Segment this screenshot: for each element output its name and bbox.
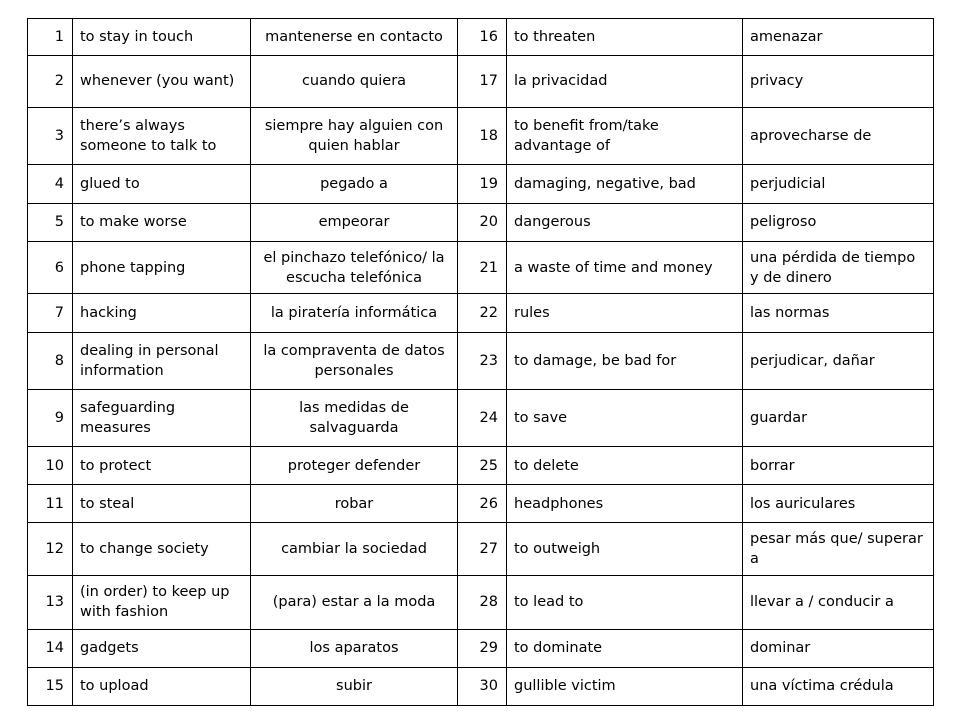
english-term: phone tapping — [73, 241, 251, 294]
entry-number: 22 — [458, 294, 507, 332]
english-term: to upload — [73, 667, 251, 705]
entry-number: 12 — [28, 523, 73, 576]
spanish-translation: empeorar — [251, 203, 458, 241]
entry-number: 10 — [28, 447, 73, 485]
entry-number: 17 — [458, 56, 507, 108]
entry-number: 23 — [458, 332, 507, 390]
table-row — [28, 390, 934, 447]
entry-number: 18 — [458, 107, 507, 165]
entry-number: 24 — [458, 390, 507, 447]
translation-right: guardar — [743, 390, 934, 447]
table-row — [28, 575, 934, 629]
english-term: (in order) to keep up with fashion — [73, 575, 251, 629]
english-term: dealing in personal information — [73, 332, 251, 390]
translation-right: dominar — [743, 629, 934, 667]
entry-number: 16 — [458, 19, 507, 56]
translation-right: una pérdida de tiempo y de dinero — [743, 241, 934, 294]
entry-number: 21 — [458, 241, 507, 294]
term-right: to save — [507, 390, 743, 447]
spanish-translation: subir — [251, 667, 458, 705]
entry-number: 13 — [28, 575, 73, 629]
spanish-translation: el pinchazo telefónico/ la escucha telefónica — [251, 241, 458, 294]
term-right: dangerous — [507, 203, 743, 241]
table-row — [28, 447, 934, 485]
english-term: to protect — [73, 447, 251, 485]
table-row — [28, 332, 934, 390]
spanish-translation: robar — [251, 485, 458, 523]
spanish-translation: los aparatos — [251, 629, 458, 667]
entry-number: 14 — [28, 629, 73, 667]
term-right: a waste of time and money — [507, 241, 743, 294]
english-term: glued to — [73, 165, 251, 203]
table-row — [28, 56, 934, 108]
spanish-translation: siempre hay alguien con quien hablar — [251, 107, 458, 165]
table-row — [28, 19, 934, 56]
english-term: to make worse — [73, 203, 251, 241]
entry-number: 15 — [28, 667, 73, 705]
entry-number: 29 — [458, 629, 507, 667]
entry-number: 3 — [28, 107, 73, 165]
term-right: rules — [507, 294, 743, 332]
translation-right: las normas — [743, 294, 934, 332]
translation-right: privacy — [743, 56, 934, 108]
translation-right: pesar más que/ superar a — [743, 523, 934, 576]
translation-right: perjudicial — [743, 165, 934, 203]
english-term: to stay in touch — [73, 19, 251, 56]
spanish-translation: pegado a — [251, 165, 458, 203]
english-term: safeguarding measures — [73, 390, 251, 447]
vocabulary-table — [27, 18, 934, 706]
english-term: to steal — [73, 485, 251, 523]
translation-right: los auriculares — [743, 485, 934, 523]
spanish-translation: las medidas de salvaguarda — [251, 390, 458, 447]
entry-number: 11 — [28, 485, 73, 523]
term-right: to delete — [507, 447, 743, 485]
table-row — [28, 203, 934, 241]
entry-number: 9 — [28, 390, 73, 447]
entry-number: 7 — [28, 294, 73, 332]
spanish-translation: la piratería informática — [251, 294, 458, 332]
translation-right: aprovecharse de — [743, 107, 934, 165]
entry-number: 2 — [28, 56, 73, 108]
entry-number: 6 — [28, 241, 73, 294]
spanish-translation: (para) estar a la moda — [251, 575, 458, 629]
table-row — [28, 107, 934, 165]
term-right: to threaten — [507, 19, 743, 56]
translation-right: perjudicar, dañar — [743, 332, 934, 390]
table-row — [28, 523, 934, 576]
table-row — [28, 485, 934, 523]
entry-number: 28 — [458, 575, 507, 629]
entry-number: 25 — [458, 447, 507, 485]
term-right: la privacidad — [507, 56, 743, 108]
table-row — [28, 294, 934, 332]
entry-number: 5 — [28, 203, 73, 241]
term-right: to benefit from/take advantage of — [507, 107, 743, 165]
entry-number: 19 — [458, 165, 507, 203]
english-term: whenever (you want) — [73, 56, 251, 108]
spanish-translation: cambiar la sociedad — [251, 523, 458, 576]
translation-right: llevar a / conducir a — [743, 575, 934, 629]
entry-number: 30 — [458, 667, 507, 705]
english-term: hacking — [73, 294, 251, 332]
spanish-translation: cuando quiera — [251, 56, 458, 108]
english-term: to change society — [73, 523, 251, 576]
translation-right: una víctima crédula — [743, 667, 934, 705]
translation-right: borrar — [743, 447, 934, 485]
entry-number: 1 — [28, 19, 73, 56]
entry-number: 8 — [28, 332, 73, 390]
term-right: to dominate — [507, 629, 743, 667]
term-right: to lead to — [507, 575, 743, 629]
term-right: damaging, negative, bad — [507, 165, 743, 203]
table-row — [28, 165, 934, 203]
spanish-translation: la compraventa de datos personales — [251, 332, 458, 390]
term-right: headphones — [507, 485, 743, 523]
spanish-translation: proteger defender — [251, 447, 458, 485]
term-right: to damage, be bad for — [507, 332, 743, 390]
translation-right: peligroso — [743, 203, 934, 241]
translation-right: amenazar — [743, 19, 934, 56]
entry-number: 4 — [28, 165, 73, 203]
table-row — [28, 629, 934, 667]
spanish-translation: mantenerse en contacto — [251, 19, 458, 56]
term-right: gullible victim — [507, 667, 743, 705]
term-right: to outweigh — [507, 523, 743, 576]
table-row — [28, 667, 934, 705]
english-term: there’s always someone to talk to — [73, 107, 251, 165]
vocabulary-table-body — [28, 19, 934, 706]
entry-number: 26 — [458, 485, 507, 523]
table-row — [28, 241, 934, 294]
entry-number: 20 — [458, 203, 507, 241]
english-term: gadgets — [73, 629, 251, 667]
entry-number: 27 — [458, 523, 507, 576]
